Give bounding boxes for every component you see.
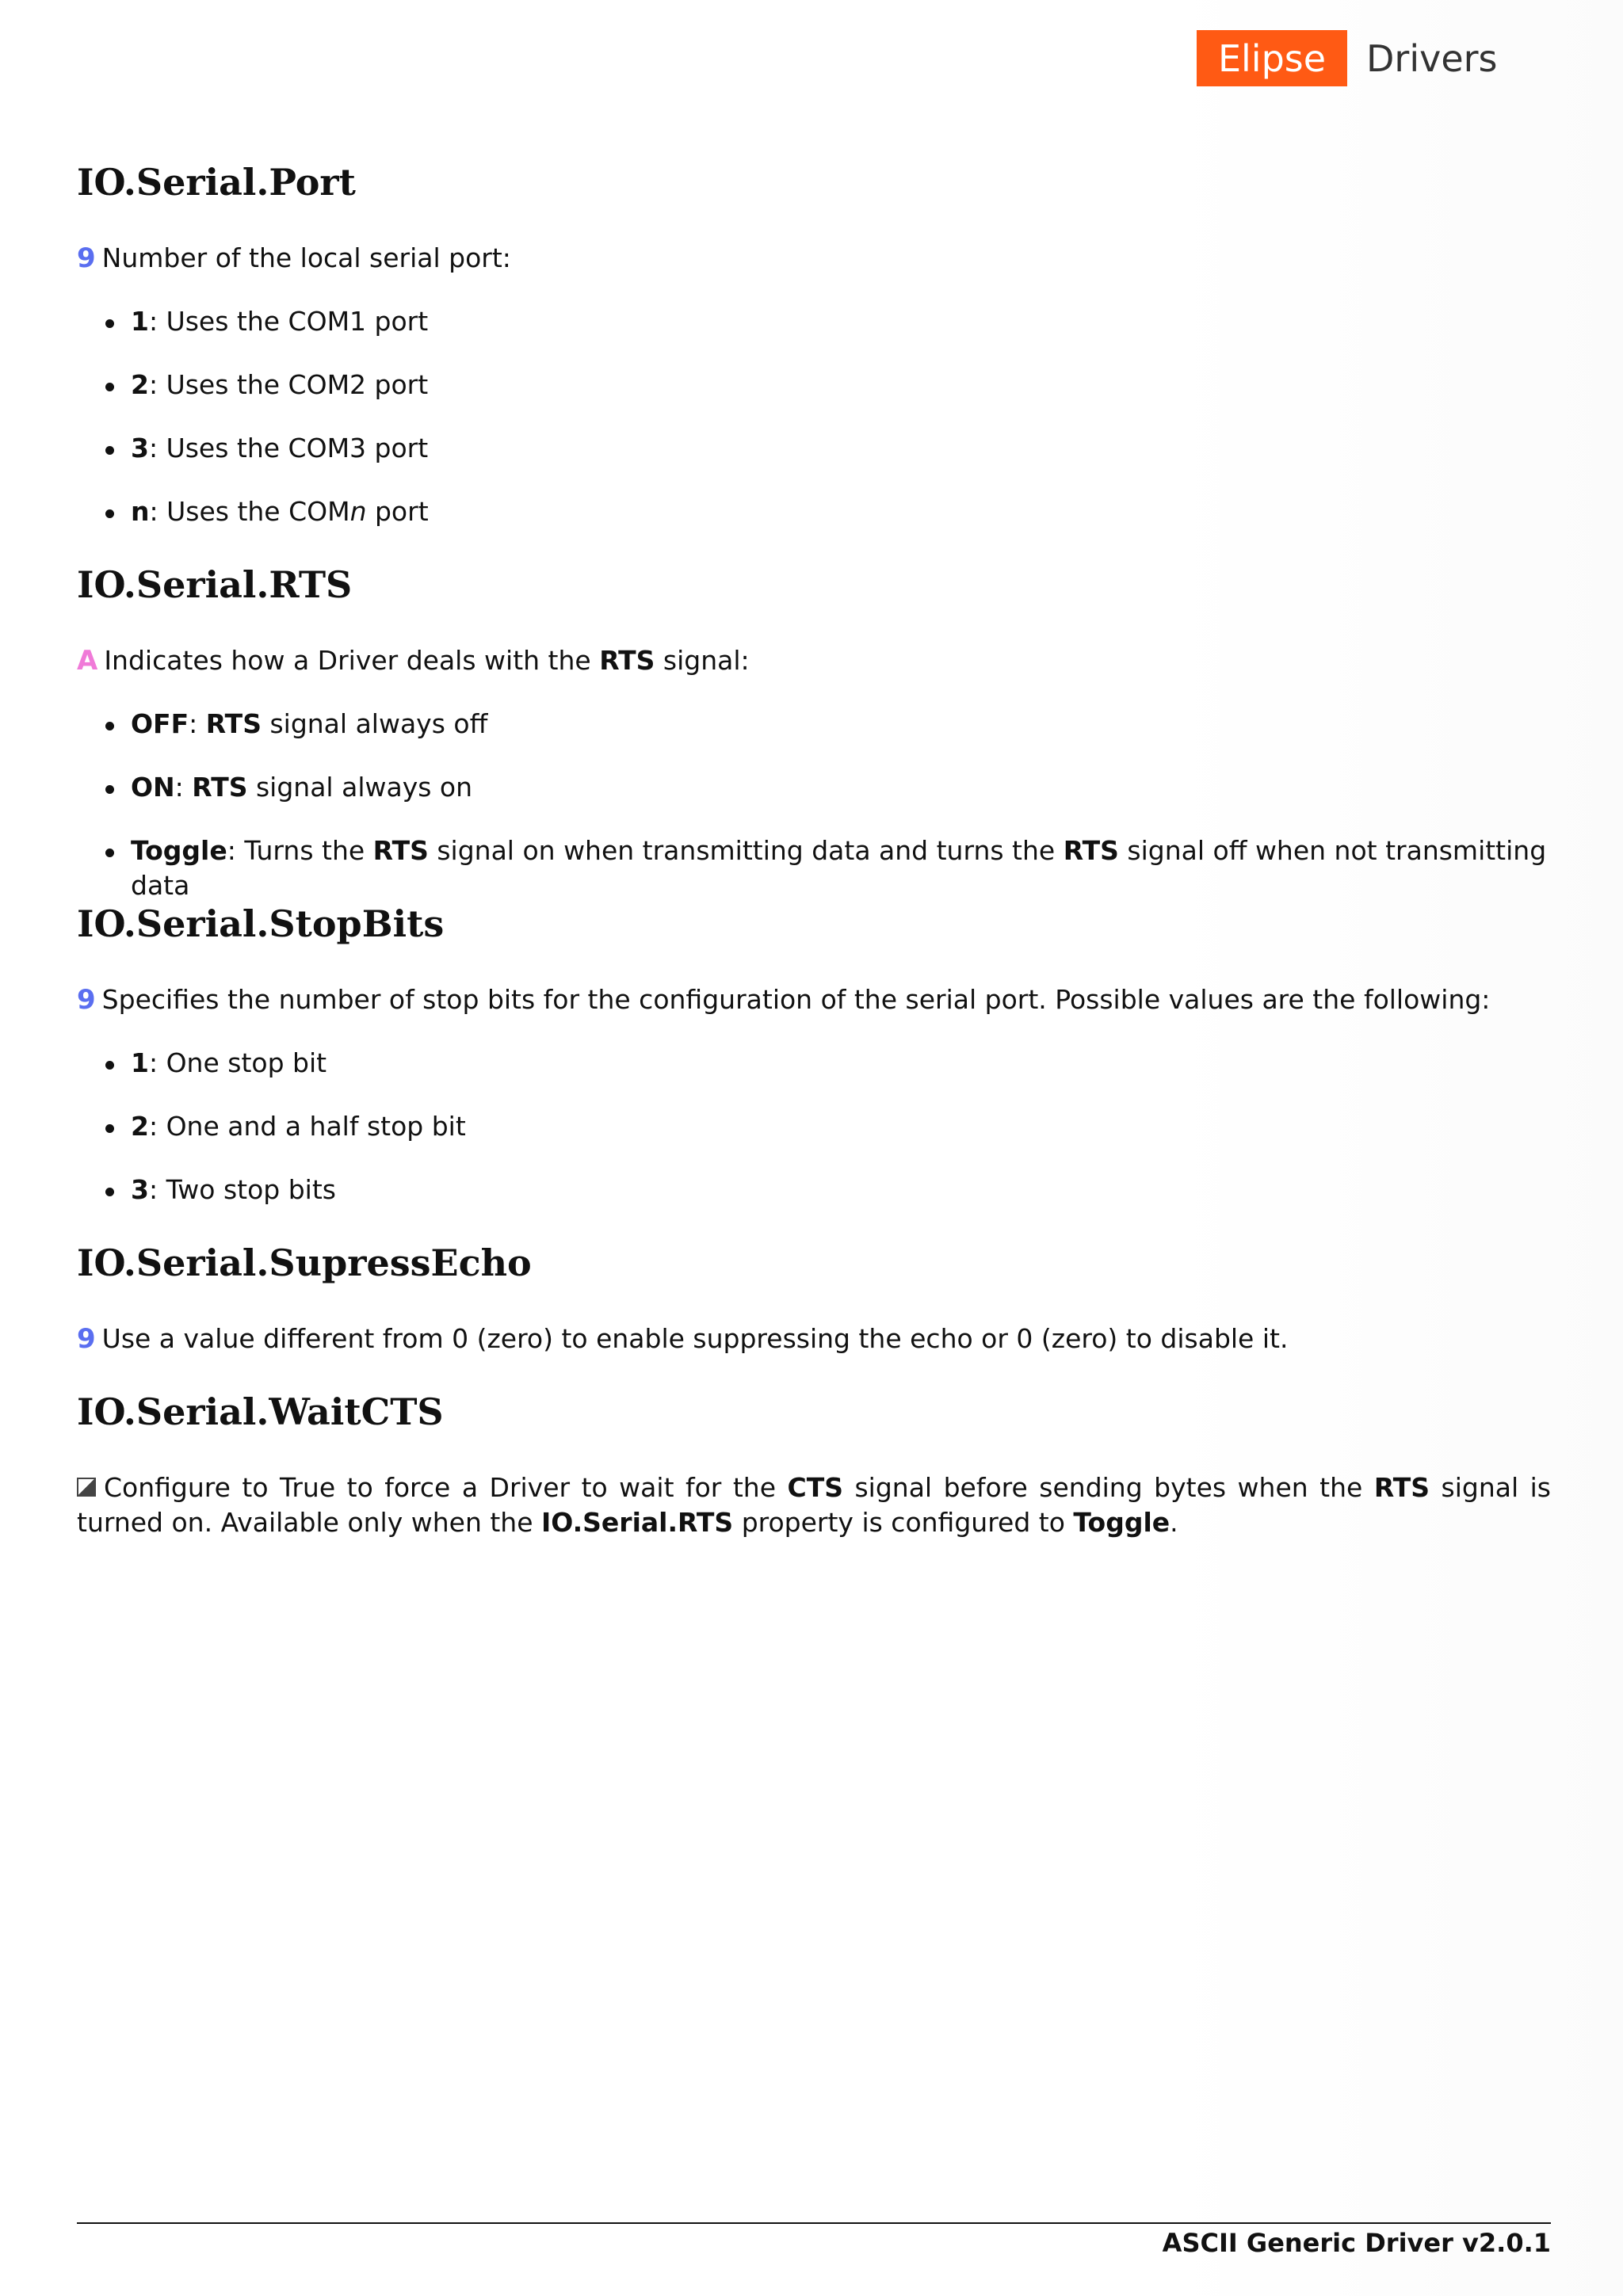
section-title: IO.Serial.StopBits <box>77 902 445 945</box>
boolean-type-icon <box>77 1478 96 1497</box>
section-waitcts <box>77 1388 1551 1540</box>
logo-drivers: Drivers <box>1366 36 1498 80</box>
section-description <box>77 241 1551 276</box>
section-description: 9 Specifies the number of stop bits for the configuration of the serial port. Possible values are the following: <box>77 984 1491 1016</box>
list-item: 3: Uses the COM3 port <box>77 431 1551 466</box>
list-item: 1: One stop bit <box>77 1046 1551 1081</box>
header-logo <box>1197 30 1498 86</box>
section-stopbits <box>77 900 1551 1207</box>
numeric-type-icon: 9 <box>77 1323 96 1355</box>
logo-elipse: Elipse <box>1197 30 1347 86</box>
value-list <box>77 1046 1551 1207</box>
section-supressecho <box>77 1239 1551 1356</box>
list-item: n: Uses the COMn port <box>77 494 1551 529</box>
text-type-icon: A <box>77 645 98 677</box>
footer-title: ASCII Generic Driver v2.0.1 <box>1162 2228 1551 2258</box>
list-item: Toggle: Turns the RTS signal on when transmitting data and turns the RTS signal off when not transmitting data <box>77 833 1551 903</box>
section-title: IO.Serial.WaitCTS <box>77 1390 444 1433</box>
footer-divider <box>77 2222 1551 2224</box>
section-rts <box>77 561 1551 903</box>
section-description: A Indicates how a Driver deals with the RTS signal: <box>77 645 750 677</box>
list-item: 3: Two stop bits <box>77 1173 1551 1207</box>
value-list <box>77 707 1551 903</box>
section-description: Configure to True to force a Driver to wait for the CTS signal before sending bytes when the RTS signal is turned on. Available only when the IO.Serial.RTS property is configured to Toggle. <box>77 1472 1551 1538</box>
list-item: OFF: RTS signal always off <box>77 707 1551 742</box>
value-list <box>77 304 1551 529</box>
list-item: 2: One and a half stop bit <box>77 1109 1551 1144</box>
list-item: ON: RTS signal always on <box>77 770 1551 805</box>
numeric-type-icon: 9 <box>77 242 96 274</box>
section-title: IO.Serial.SupressEcho <box>77 1241 532 1284</box>
list-item: 2: Uses the COM2 port <box>77 368 1551 402</box>
section-title: IO.Serial.Port <box>77 161 356 204</box>
list-item: 1: Uses the COM1 port <box>77 304 1551 339</box>
description-text: Number of the local serial port: <box>101 242 511 273</box>
section-title: IO.Serial.RTS <box>77 563 353 606</box>
section-port <box>77 158 1551 529</box>
section-description: 9 Use a value different from 0 (zero) to enable suppressing the echo or 0 (zero) to disable it. <box>77 1323 1289 1355</box>
numeric-type-icon: 9 <box>77 984 96 1016</box>
